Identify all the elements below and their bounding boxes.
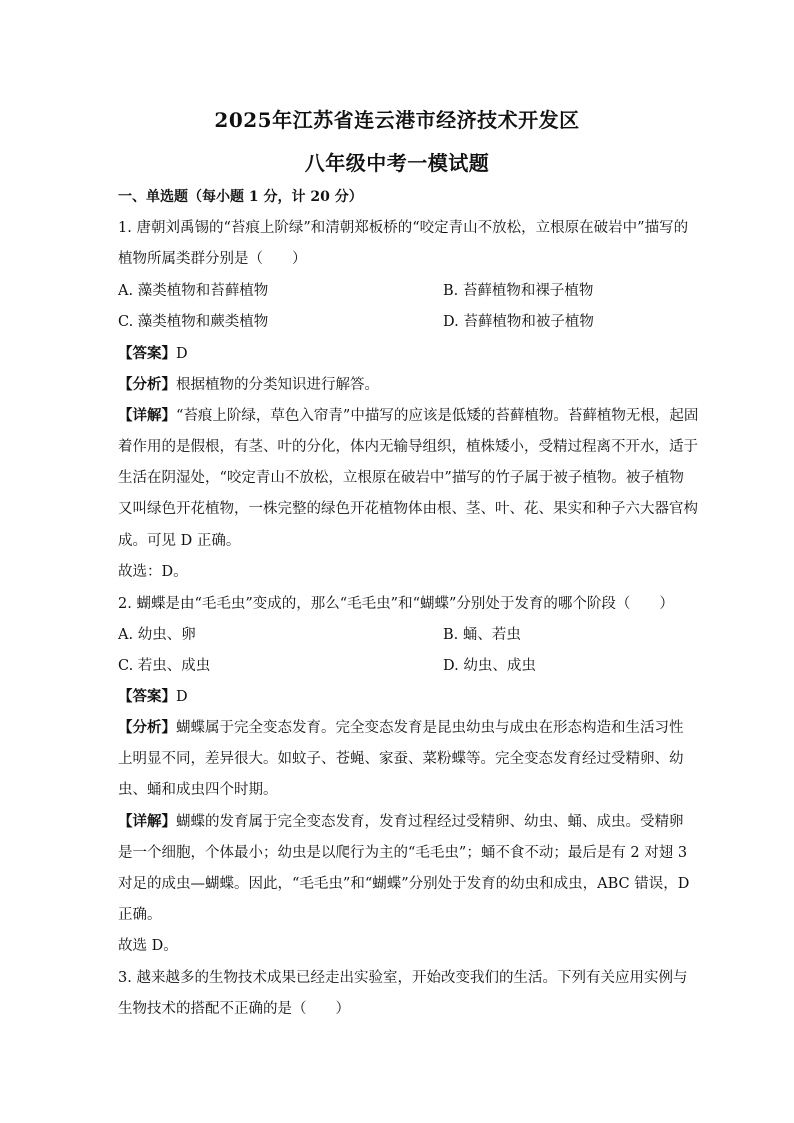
q1-stem-line1: 1. 唐朝刘禹锡的“苔痕上阶绿”和清朝郑板桥的“咬定青山不放松，立根原在破岩中”描写的: [118, 220, 689, 236]
analysis-text: 蝴蝶属于完全变态发育。完全变态发育是昆虫幼虫与成虫在形态构造和生活习性: [176, 720, 684, 736]
analysis-tag: 【分析】: [118, 376, 176, 393]
section-header: 一、单选题（每小题 1 分，计 20 分）: [118, 189, 363, 205]
analysis-text: 根据植物的分类知识进行解答。: [176, 377, 379, 393]
q1-conclusion: 故选：D。: [118, 564, 188, 580]
q2-answer: [118, 685, 188, 706]
q1-option-a: A. 藻类植物和苔藓植物: [118, 283, 269, 299]
q2-option-d: D. 幼虫、成虫: [443, 658, 536, 674]
q1-detail-line1: [118, 404, 698, 425]
detail-text: “苔痕上阶绿，草色入帘青”中描写的应该是低矮的苔藓植物。苔藓植物无根，起固: [176, 408, 699, 424]
q1-answer: [118, 342, 188, 363]
q2-detail-line1: [118, 810, 684, 831]
q3-stem-line1: 3. 越来越多的生物技术成果已经走出实验室，开始改变我们的生活。下列有关应用实例与: [118, 970, 688, 986]
detail-tag: 【详解】: [118, 407, 176, 424]
answer-tag: 【答案】: [118, 688, 176, 705]
q1-option-d: D. 苔藓植物和被子植物: [443, 314, 594, 330]
q2-analysis-line1: [118, 716, 684, 737]
q1-detail-line5: 成。可见 D 正确。: [118, 533, 241, 549]
q2-detail-line2: 是一个细胞，个体最小；幼虫是以爬行为主的“毛毛虫”；蛹不食不动；最后是有 2 对翅 3: [118, 845, 688, 861]
q1-detail-line2: 着作用的是假根，有茎、叶的分化，体内无输导组织，植株矮小，受精过程离不开水，适于: [118, 439, 698, 455]
detail-tag: 【详解】: [118, 813, 176, 830]
q1-stem-line2: 植物所属类群分别是（ ）: [118, 251, 307, 267]
q1-detail-line3: 生活在阴湿处，“咬定青山不放松，立根原在破岩中”描写的竹子属于被子植物。被子植物: [118, 470, 684, 486]
answer-value: D: [176, 346, 188, 362]
answer-value: D: [176, 689, 188, 705]
q1-analysis: [118, 373, 379, 394]
q2-detail-line4: 正确。: [118, 907, 162, 923]
q2-detail-line3: 对足的成虫—蝴蝶。因此，“毛毛虫”和“蝴蝶”分别处于发育的幼虫和成虫，ABC 错误，D: [118, 876, 690, 892]
document-title-line2: 八年级中考一模试题: [304, 151, 490, 175]
q3-stem-line2: 生物技术的搭配不正确的是（ ）: [118, 1001, 350, 1017]
analysis-tag: 【分析】: [118, 719, 176, 736]
answer-tag: 【答案】: [118, 345, 176, 362]
q2-analysis-line2: 上明显不同，差异很大。如蚊子、苍蝇、家蚕、菜粉蝶等。完全变态发育经过受精卵、幼: [118, 751, 684, 767]
q2-option-b: B. 蛹、若虫: [443, 627, 521, 643]
q2-stem: 2. 蝴蝶是由“毛毛虫”变成的，那么“毛毛虫”和“蝴蝶”分别处于发育的哪个阶段（ ）: [118, 596, 674, 612]
q2-option-a: A. 幼虫、卵: [118, 627, 196, 643]
q1-option-b: B. 苔藓植物和裸子植物: [443, 283, 594, 299]
q2-option-c: C. 若虫、成虫: [118, 658, 211, 674]
q2-conclusion: 故选 D。: [118, 938, 178, 954]
q1-option-c: C. 藻类植物和蕨类植物: [118, 314, 269, 330]
detail-text: 蝴蝶的发育属于完全变态发育，发育过程经过受精卵、幼虫、蛹、成虫。受精卵: [176, 814, 684, 830]
q1-detail-line4: 又叫绿色开花植物，一株完整的绿色开花植物体由根、茎、叶、花、果实和种子六大器官构: [118, 501, 698, 517]
q2-analysis-line3: 虫、蛹和成虫四个时期。: [118, 782, 278, 798]
document-title-line1: 2025年江苏省连云港市经济技术开发区: [214, 108, 580, 132]
